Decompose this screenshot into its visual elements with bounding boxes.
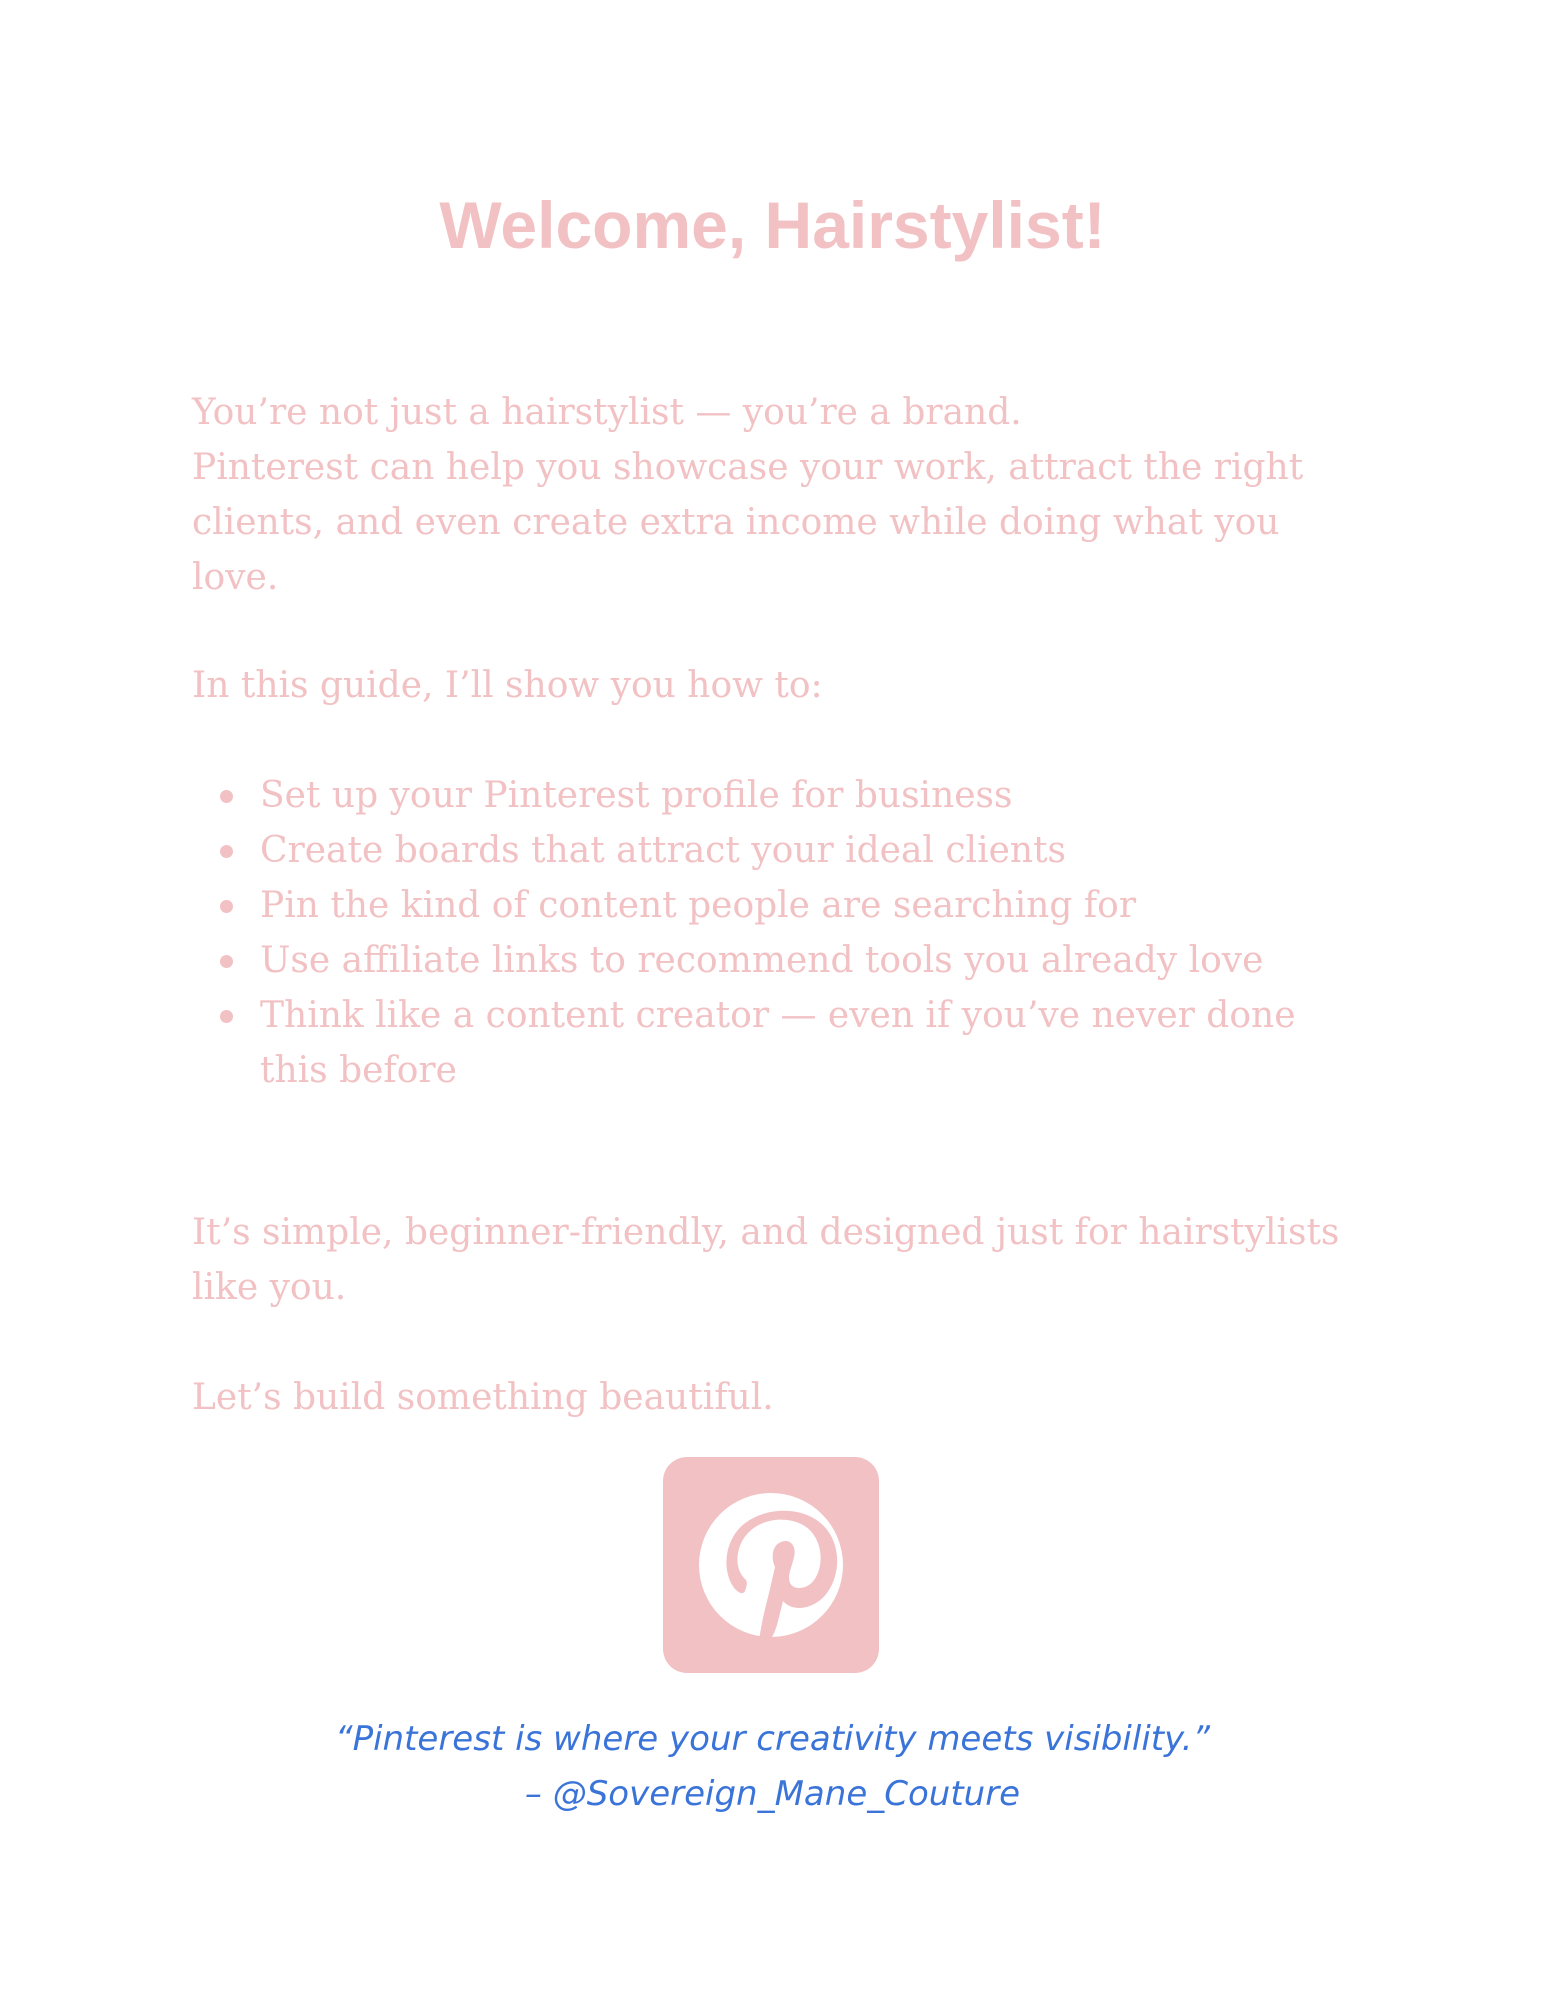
pinterest-logo-icon bbox=[663, 1457, 879, 1673]
intro-paragraph bbox=[192, 385, 1352, 605]
list-item-text: Pin the kind of content people are searching for bbox=[260, 885, 1137, 926]
quote-attribution: – @Sovereign_Mane_Couture bbox=[524, 1774, 1021, 1814]
guide-lead-text: In this guide, I’ll show you how to: bbox=[192, 665, 823, 706]
bullet-icon bbox=[220, 1010, 233, 1023]
list-item bbox=[192, 933, 1352, 988]
bullet-icon bbox=[220, 900, 233, 913]
intro-line-1: You’re not just a hairstylist — you’re a brand. bbox=[192, 392, 1022, 433]
list-item bbox=[192, 768, 1352, 823]
intro-line-2: Pinterest can help you showcase your work, attract the right clients, and even create extra income while doing what you love. bbox=[192, 447, 1304, 598]
list-item bbox=[192, 988, 1352, 1098]
page-title: Welcome, Hairstylist! bbox=[439, 188, 1106, 262]
list-item bbox=[192, 823, 1352, 878]
bullet-icon bbox=[220, 790, 233, 803]
list-item-text: Set up your Pinterest profile for business bbox=[260, 775, 1013, 816]
pinterest-logo-svg bbox=[663, 1457, 879, 1673]
quote-block bbox=[0, 1712, 1545, 1822]
list-item-text: Use affiliate links to recommend tools you already love bbox=[260, 940, 1264, 981]
list-item bbox=[192, 878, 1352, 933]
bullet-icon bbox=[220, 845, 233, 858]
list-item-text: Create boards that attract your ideal clients bbox=[260, 830, 1067, 871]
bullet-icon bbox=[220, 955, 233, 968]
closing-paragraph: It’s simple, beginner-friendly, and designed just for hairstylists like you. bbox=[192, 1212, 1340, 1308]
final-line: Let’s build something beautiful. bbox=[192, 1377, 774, 1418]
quote-text: “Pinterest is where your creativity meets visibility.” bbox=[334, 1719, 1211, 1759]
guide-bullet-list bbox=[192, 768, 1352, 1098]
list-item-text: Think like a content creator — even if you’ve never done this before bbox=[260, 995, 1296, 1091]
